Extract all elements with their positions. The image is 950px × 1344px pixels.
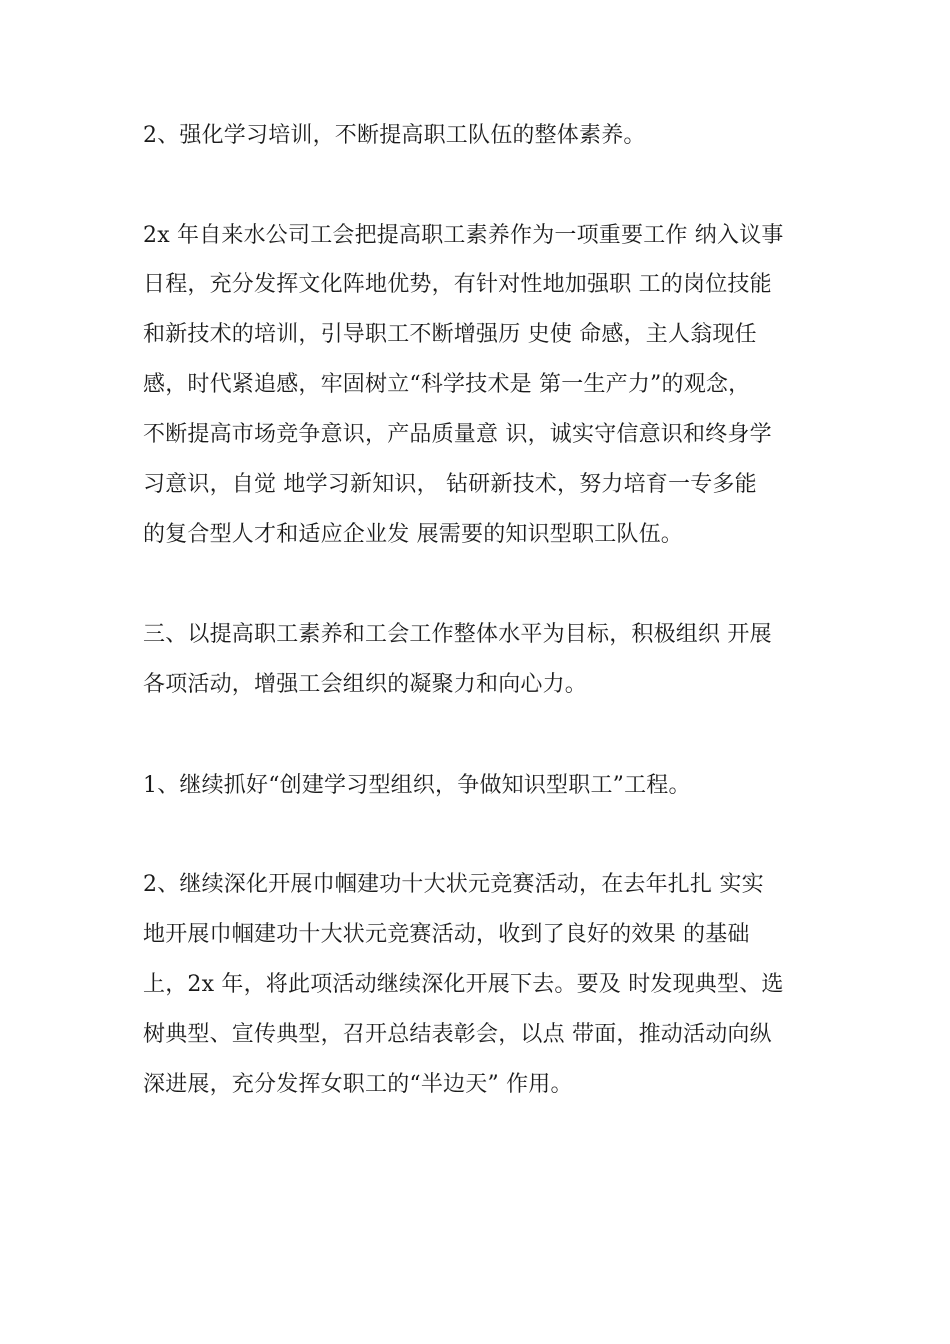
paragraph-3-line-1: 三、以提高职工素养和工会工作整体水平为目标，积极组织 开展 [143,622,772,647]
paragraph-3-line-2: 各项活动，增强工会组织的凝聚力和向心力。 [143,672,588,697]
paragraph-4-line-1: 1、继续抓好“创建学习型组织，争做知识型职工”工程。 [143,773,691,798]
paragraph-2-line-3: 和新技术的培训，引导职工不断增强历 史使 命感，主人翁现任 [143,322,757,347]
paragraph-5-line-5: 深进展，充分发挥女职工的“半边天” 作用。 [143,1072,573,1097]
paragraph-2-line-7: 的复合型人才和适应企业发 展需要的知识型职工队伍。 [143,522,683,547]
paragraph-5-line-4: 树典型、宣传典型，召开总结表彰会，以点 带面，推动活动向纵 [143,1022,772,1047]
paragraph-5-line-3: 上，2x 年，将此项活动继续深化开展下去。要及 时发现典型、选 [143,972,784,997]
paragraph-2-line-6: 习意识，自觉 地学习新知识， 钻研新技术，努力培育一专多能 [143,472,757,497]
paragraph-5-line-2: 地开展巾帼建功十大状元竞赛活动，收到了良好的效果 的基础 [143,922,750,947]
paragraph-5-line-1: 2、继续深化开展巾帼建功十大状元竞赛活动，在去年扎扎 实实 [143,872,764,897]
paragraph-1-line-1: 2、强化学习培训，不断提高职工队伍的整体素养。 [143,123,646,148]
paragraph-2-line-1: 2x 年自来水公司工会把提高职工素养作为一项重要工作 纳入议事 [143,223,784,248]
paragraph-2-line-4: 感，时代紧追感，牢固树立“科学技术是 第一生产力”的观念， [143,372,751,397]
paragraph-2-line-2: 日程，充分发挥文化阵地优势，有针对性地加强职 工的岗位技能 [143,272,772,297]
paragraph-2-line-5: 不断提高市场竞争意识，产品质量意 识，诚实守信意识和终身学 [143,422,772,447]
